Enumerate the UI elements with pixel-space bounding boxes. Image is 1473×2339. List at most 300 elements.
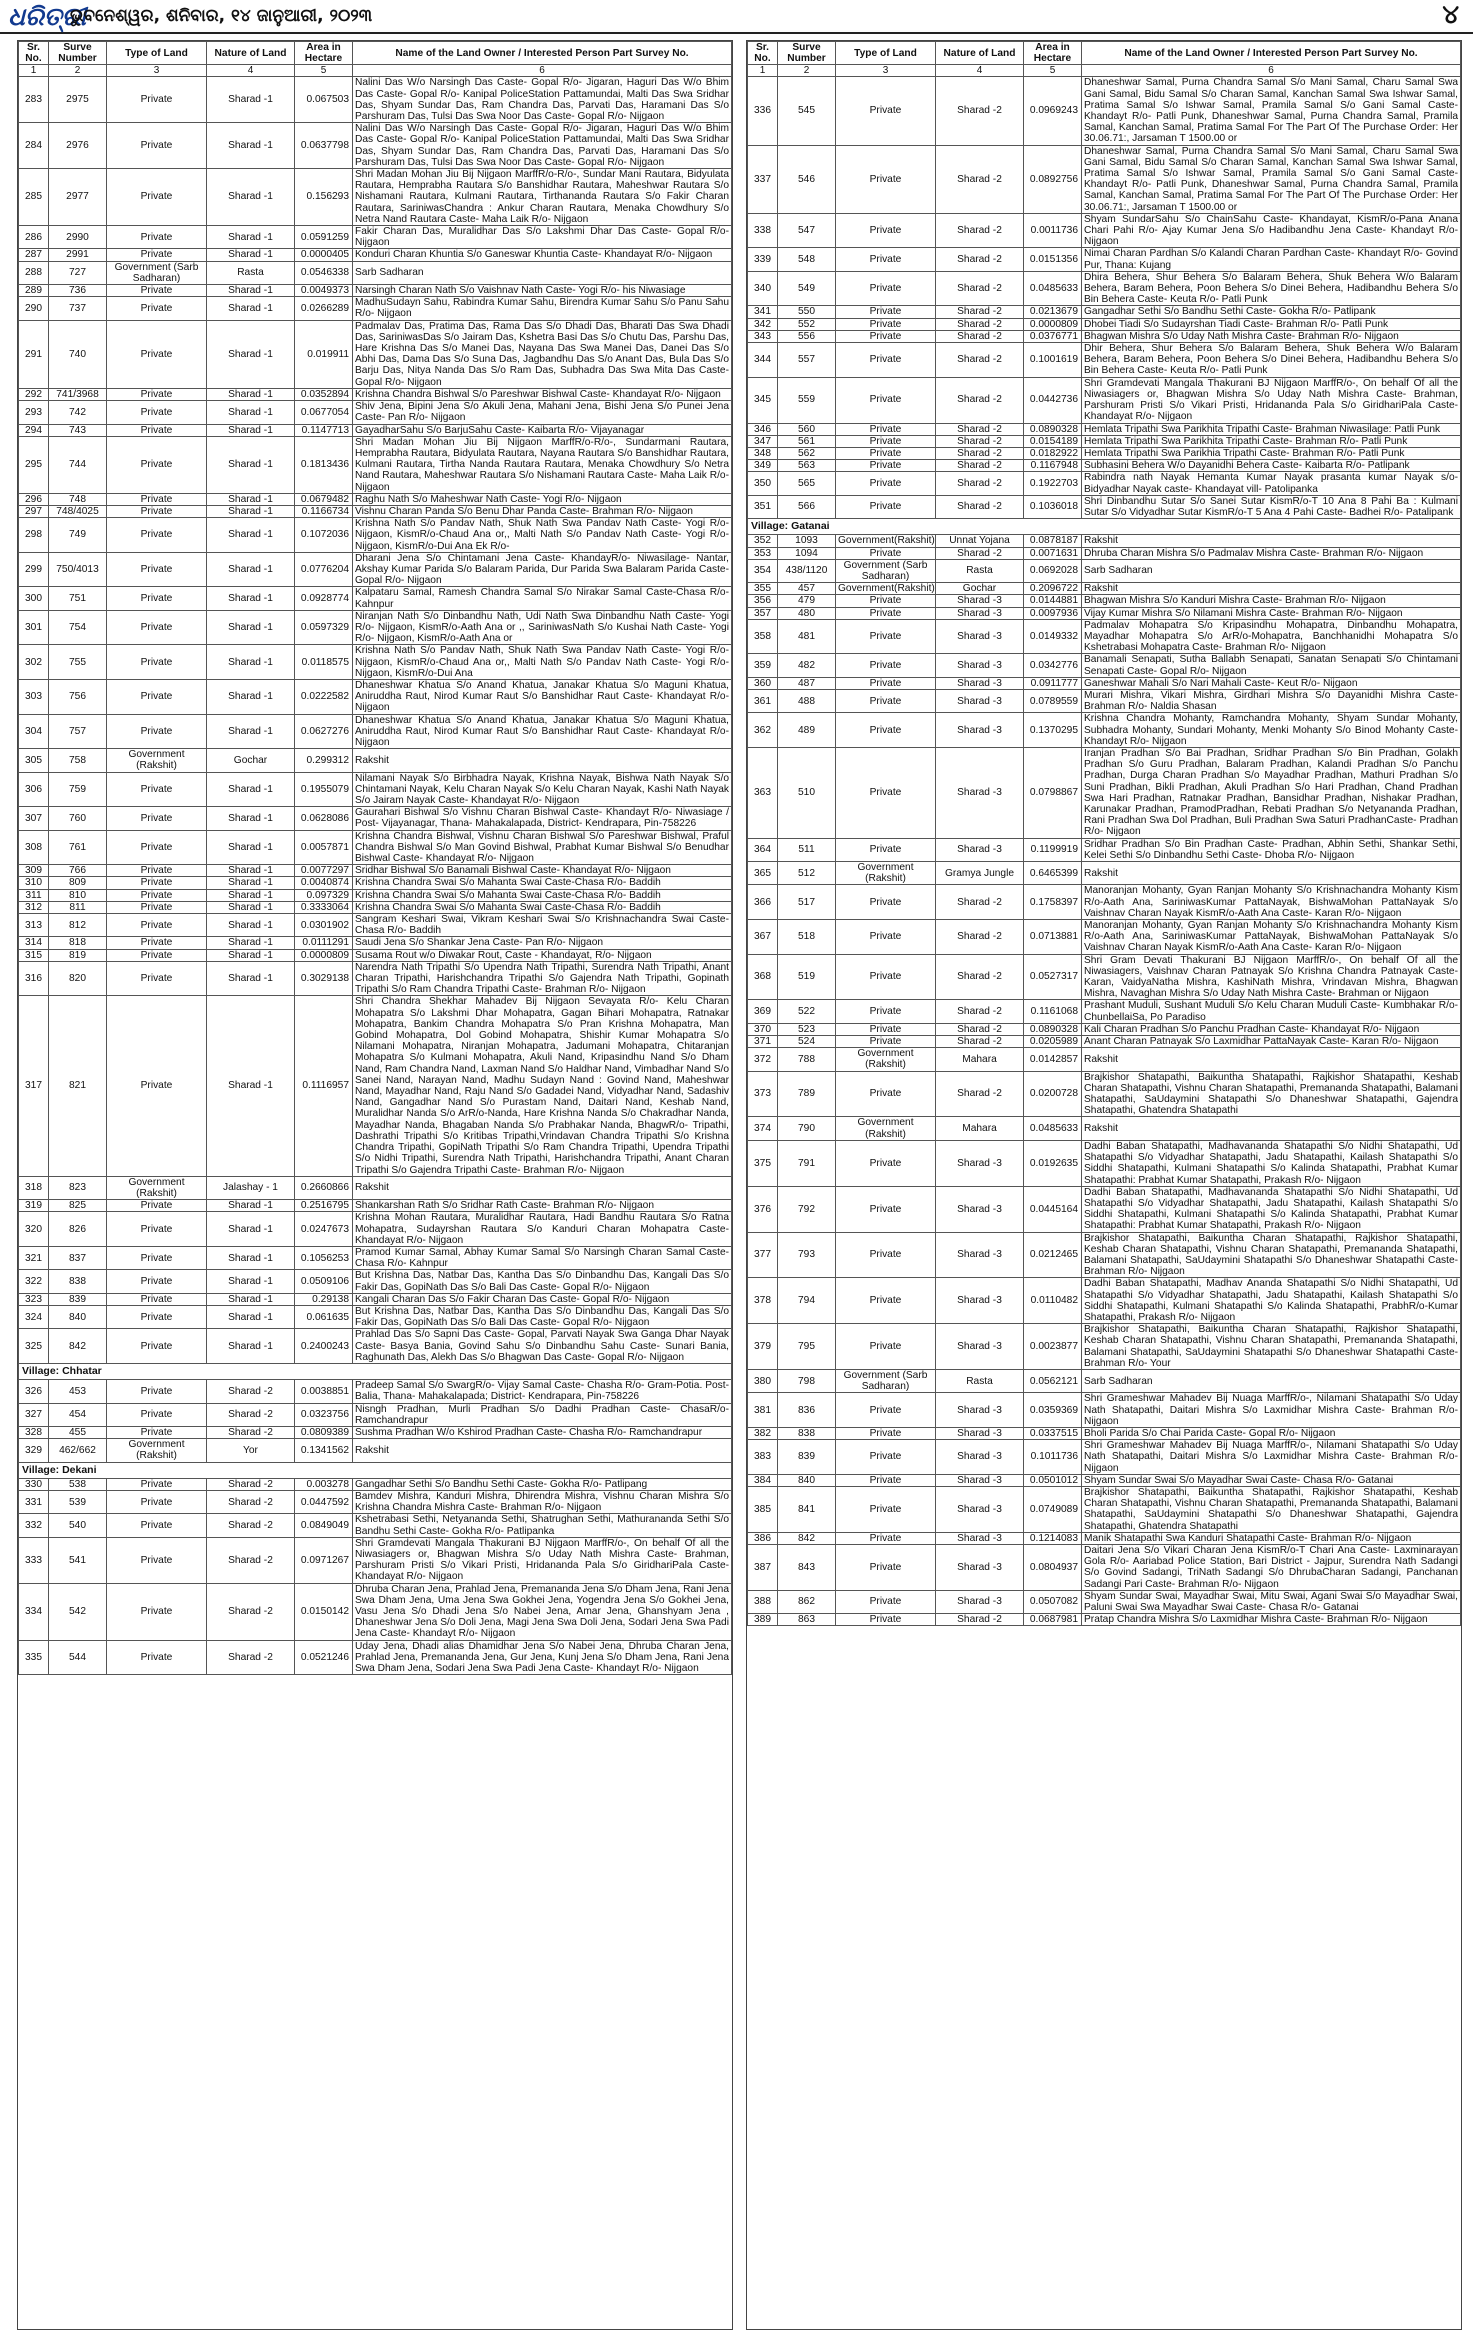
land-type-cell: Private	[107, 226, 207, 249]
area-cell: 0.1116957	[295, 996, 353, 1176]
serial-number-cell: 318	[19, 1176, 49, 1199]
table-row	[19, 77, 732, 123]
survey-number-cell: 2977	[49, 169, 107, 226]
owner-cell: Shri Gram Devati Thakurani BJ Nijgaon MarffR/o-, On behalf Of all the Niwasiagers, Vaishnav Charan Patnayak S/o Krishna Chandra Patnayak Caste- Karan, VaidyaNatha Mishra, KashiNath Mishra, Vrindavan Mishra, Bhagwan Mishra, Navaghan Mishra S/o Uday Nath Mishra Caste- Brahman or Nijgaon	[1082, 954, 1461, 1000]
area-cell: 0.067503	[295, 77, 353, 123]
land-type-cell: Private	[107, 297, 207, 320]
land-type-cell: Private	[836, 1486, 936, 1532]
land-type-cell: Private	[836, 677, 936, 689]
table-row	[19, 169, 732, 226]
serial-number-cell: 343	[748, 330, 778, 342]
survey-number-cell: 522	[778, 1000, 836, 1023]
area-cell: 0.0266289	[295, 297, 353, 320]
area-cell: 0.156293	[295, 169, 353, 226]
area-cell: 0.0182922	[1024, 447, 1082, 459]
land-nature-cell: Jalashay - 1	[207, 1176, 295, 1199]
area-cell: 0.1011736	[1024, 1440, 1082, 1475]
table-row	[748, 885, 1461, 920]
serial-number-cell: 332	[19, 1514, 49, 1537]
serial-number-cell: 356	[748, 595, 778, 607]
survey-number-cell: 512	[778, 862, 836, 885]
owner-cell: Bhagwan Mishra S/o Kanduri Mishra Caste- Brahman R/o- Nijgaon	[1082, 595, 1461, 607]
owner-cell: Dhruba Charan Jena, Prahlad Jena, Premananda Jena S/o Dham Jena, Rani Jena Swa Dham Jena, Uma Jena Swa Gokhei Jena, Yogendra Jena S/o Gokhei Jena, Vasu Jena S/o Dhadi Jena S/o Nabei Jena, Amar Jena, Ghanshyam Jena , Dhaneshwar Jena S/o Doli Jena, Magi Jena Swa Doli Jena, Sodari Jena Swa Padi Jena Caste- Khandayt R/o- Nijgaon	[353, 1583, 732, 1640]
area-cell: 0.0118575	[295, 645, 353, 680]
owner-cell: Dhaneshwar Khatua S/o Anand Khatua, Janakar Khatua S/o Maguni Khatua, Aniruddha Raut, Nirod Kumar Raut S/o Banshidhar Raut Caste- Khandayat R/o- Nijgaon	[353, 714, 732, 749]
owner-cell: Dhaneshwar Samal, Purna Chandra Samal S/o Mani Samal, Charu Samal Swa Gani Samal, Bidu Samal S/o Charan Samal, Kanchan Samal Swa Ishwar Samal, Pratima Samal S/o Ishwar Samal, Pramila Samal S/o Gani Samal Caste- Khandayt R/o- Patli Punk, Dhaneshwar Samal, Purna Chandra Samal, Pramila Samal, Kanchan Samal, Pratima Samal For The Part Of The Purchase Order: Her 30.06.71:, Jarsaman T 1500.00 or	[1082, 77, 1461, 145]
owner-cell: Krishna Nath S/o Pandav Nath, Shuk Nath Swa Pandav Nath Caste- Yogi R/o- Nijgaon, KismR/o-Chaud Ana or,, Malti Nath S/o Pandav Nath Caste- Yogi R/o- Nijgaon, KismR/o-Dui Ana	[353, 645, 732, 680]
owner-cell: Brajkishor Shatapathi, Baikuntha Shatapathi, Rajkishor Shatapathi, Keshab Charan Shatapathi, Vishnu Charan Shatapathi, Premananda Shatapathi, Balamani Shatapathi, SaUdaymini Shatapathi S/o Dhaneshwar Shatapathi, Gajendra Shatapathi, Ghatendra Shatapathi	[1082, 1486, 1461, 1532]
owner-cell: Dhir Behera, Shur Behera S/o Balaram Behera, Shuk Behera W/o Balaram Behera, Baram Behera, Poon Behera S/o Dinei Behera, Hadibandhu Behera S/o Bin Behera Caste- Keuta R/o- Patli Punk	[1082, 343, 1461, 378]
area-cell: 0.0342776	[1024, 654, 1082, 677]
table-row	[748, 271, 1461, 306]
land-nature-cell: Sharad -1	[207, 807, 295, 830]
land-type-cell: Private	[107, 1478, 207, 1490]
table-row	[748, 1393, 1461, 1428]
owner-cell: Sushma Pradhan W/o Kshirod Pradhan Caste- Chasha R/o- Ramchandrapur	[353, 1426, 732, 1438]
table-row	[19, 388, 732, 400]
area-cell: 0.0798867	[1024, 747, 1082, 838]
serial-number-cell: 377	[748, 1232, 778, 1278]
land-table-right	[747, 41, 1461, 1626]
area-cell: 0.0142857	[1024, 1048, 1082, 1071]
survey-number-cell: 2975	[49, 77, 107, 123]
land-nature-cell: Sharad -1	[207, 889, 295, 901]
serial-number-cell: 317	[19, 996, 49, 1176]
land-nature-cell: Sharad -3	[936, 1324, 1024, 1370]
table-row	[748, 213, 1461, 248]
owner-cell: Kali Charan Pradhan S/o Panchu Pradhan Caste- Khandayat R/o- Nijgaon	[1082, 1023, 1461, 1035]
land-type-cell: Private	[836, 1023, 936, 1035]
land-nature-cell: Sharad -1	[207, 388, 295, 400]
area-cell: 0.2400243	[295, 1329, 353, 1364]
land-type-cell: Government (Rakshit)	[836, 862, 936, 885]
land-type-cell: Private	[836, 1427, 936, 1439]
table-row	[748, 306, 1461, 318]
table-row	[748, 535, 1461, 547]
table-row	[748, 377, 1461, 423]
land-type-cell: Private	[836, 607, 936, 619]
land-nature-cell: Sharad -2	[207, 1380, 295, 1403]
serial-number-cell: 384	[748, 1474, 778, 1486]
land-type-cell: Private	[107, 679, 207, 714]
area-cell: 0.1001619	[1024, 343, 1082, 378]
land-type-cell: Private	[836, 271, 936, 306]
serial-number-cell: 379	[748, 1324, 778, 1370]
table-row	[19, 1200, 732, 1212]
table-row	[748, 838, 1461, 861]
area-cell: 0.0040874	[295, 877, 353, 889]
col-number: 5	[1024, 65, 1082, 77]
land-type-cell: Private	[107, 865, 207, 877]
area-cell: 0.0878187	[1024, 535, 1082, 547]
area-cell: 0.097329	[295, 889, 353, 901]
header-owner: Name of the Land Owner / Interested Person Part Survey No.	[353, 42, 732, 65]
table-row	[19, 772, 732, 807]
land-type-cell: Private	[836, 838, 936, 861]
land-type-cell: Private	[107, 552, 207, 587]
area-cell: 0.1167948	[1024, 460, 1082, 472]
owner-cell: Shri Gramdevati Mangala Thakurani BJ Nijgaon MarffR/o-, On behalf Of all the Niwasiagers or, Bhagwan Mishra S/o Uday Nath Mishra Caste- Brahman, Parshuram Pristi S/o Vikari Pristi, Hridananda Pala S/o GiridhariPala Caste- Khandayat R/o- Nijgaon	[1082, 377, 1461, 423]
land-type-cell: Private	[836, 885, 936, 920]
header-survey: Surve Number	[778, 42, 836, 65]
land-nature-cell: Sharad -2	[936, 248, 1024, 271]
owner-cell: Shri Dinbandhu Sutar S/o Sanei Sutar KismR/o-T 10 Ana 8 Pahi Ba : Kulmani Sutar S/o Vidyadhar Sutar KismR/o-T 5 Ana 4 Pahi Caste- Badhei R/o- Patalipank	[1082, 495, 1461, 518]
area-cell: 0.0892756	[1024, 145, 1082, 213]
survey-number-cell: 740	[49, 320, 107, 388]
owner-cell: Krishna Chandra Bishwal S/o Pareshwar Bishwal Caste- Khandayat R/o- Nijgaon	[353, 388, 732, 400]
land-nature-cell: Sharad -2	[936, 145, 1024, 213]
serial-number-cell: 294	[19, 424, 49, 436]
table-row	[19, 610, 732, 645]
table-row	[19, 1329, 732, 1364]
masthead	[0, 0, 1473, 34]
area-cell: 0.1056253	[295, 1246, 353, 1269]
area-cell: 0.1166734	[295, 505, 353, 517]
owner-cell: Rakshit	[353, 749, 732, 772]
serial-number-cell: 389	[748, 1614, 778, 1626]
land-type-cell: Private	[836, 595, 936, 607]
serial-number-cell: 378	[748, 1278, 778, 1324]
survey-number-cell: 479	[778, 595, 836, 607]
survey-number-cell: 1094	[778, 547, 836, 559]
land-nature-cell: Sharad -2	[936, 885, 1024, 920]
area-cell: 0.0507082	[1024, 1590, 1082, 1613]
serial-number-cell: 286	[19, 226, 49, 249]
area-cell: 0.0485633	[1024, 1117, 1082, 1140]
serial-number-cell: 380	[748, 1369, 778, 1392]
land-nature-cell: Sharad -2	[207, 1514, 295, 1537]
area-cell: 0.3333064	[295, 901, 353, 913]
land-nature-cell: Sharad -3	[936, 619, 1024, 654]
owner-cell: Iranjan Pradhan S/o Bai Pradhan, Sridhar Pradhan S/o Bin Pradhan, Golakh Pradhan S/o Guru Pradhan, Balaram Pradhan, Kalandi Pradhan S/o Panchu Pradhan, Durga Charan Pradhan S/o Mayadhar Pradhan, Mathuri Pradhan S/o Suni Pradhan, Bikli Pradhan, Akuli Pradhan S/o Hari Pradhan, Chand Pradhan Swa Hari Pradhan, Ratnakar Pradhan, Bansidhar Pradhan, Nishakar Pradhan, Karunakar Pradhan, PramodPradhan, Rebati Pradhan S/o Netyananda Pradhan, Rani Pradhan Swa Dol Pradhan, Buli Pradhan Swa Saturi PradhanCaste- Pradhan R/o- Nijgaon	[1082, 747, 1461, 838]
land-nature-cell: Sharad -1	[207, 645, 295, 680]
land-nature-cell: Sharad -1	[207, 436, 295, 493]
table-row	[19, 996, 732, 1176]
area-cell: 0.0097936	[1024, 607, 1082, 619]
area-cell: 0.0000405	[295, 249, 353, 261]
table-row	[19, 424, 732, 436]
serial-number-cell: 307	[19, 807, 49, 830]
village-heading: Village: Dekani	[19, 1462, 732, 1478]
table-row	[19, 679, 732, 714]
table-row	[19, 749, 732, 772]
table-row	[19, 901, 732, 913]
survey-number-cell: 455	[49, 1426, 107, 1438]
area-cell: 0.0376771	[1024, 330, 1082, 342]
area-cell: 0.0713881	[1024, 920, 1082, 955]
serial-number-cell: 357	[748, 607, 778, 619]
owner-cell: Hemlata Tripathi Swa Parikhita Tripathi Caste- Brahman R/o- Patli Punk	[1082, 435, 1461, 447]
survey-number-cell: 556	[778, 330, 836, 342]
land-type-cell: Private	[107, 807, 207, 830]
serial-number-cell: 312	[19, 901, 49, 913]
table-row	[748, 423, 1461, 435]
land-nature-cell: Sharad -3	[936, 1393, 1024, 1428]
header-sr: Sr. No.	[19, 42, 49, 65]
area-cell: 0.0071631	[1024, 547, 1082, 559]
land-nature-cell: Sharad -2	[936, 460, 1024, 472]
land-nature-cell: Sharad -2	[207, 1490, 295, 1513]
col-number: 5	[295, 65, 353, 77]
land-nature-cell: Sharad -1	[207, 1200, 295, 1212]
land-type-cell: Private	[836, 1590, 936, 1613]
survey-number-cell: 809	[49, 877, 107, 889]
land-nature-cell: Sharad -2	[936, 306, 1024, 318]
table-row	[19, 1380, 732, 1403]
land-nature-cell: Sharad -1	[207, 1305, 295, 1328]
land-nature-cell: Sharad -2	[936, 1071, 1024, 1117]
table-row	[19, 1537, 732, 1583]
survey-number-cell: 842	[49, 1329, 107, 1364]
serial-number-cell: 298	[19, 518, 49, 553]
village-heading-row	[19, 1363, 732, 1379]
serial-number-cell: 345	[748, 377, 778, 423]
owner-cell: Dhruba Charan Mishra S/o Padmalav Mishra Caste- Brahman R/o- Nijgaon	[1082, 547, 1461, 559]
area-cell: 0.0849049	[295, 1514, 353, 1537]
area-cell: 0.0971267	[295, 1537, 353, 1583]
serial-number-cell: 300	[19, 587, 49, 610]
serial-number-cell: 303	[19, 679, 49, 714]
land-type-cell: Private	[836, 1545, 936, 1591]
land-type-cell: Private	[107, 1293, 207, 1305]
area-cell: 0.1214083	[1024, 1532, 1082, 1544]
table-row	[748, 460, 1461, 472]
table-row	[748, 1186, 1461, 1232]
survey-number-cell: 743	[49, 424, 107, 436]
survey-number-cell: 839	[49, 1293, 107, 1305]
owner-cell: Murari Mishra, Vikari Mishra, Girdhari Mishra S/o Dayanidhi Mishra Caste- Brahman R/o- Naldia Shasan	[1082, 689, 1461, 712]
land-nature-cell: Sharad -1	[207, 1246, 295, 1269]
area-cell: 0.0337515	[1024, 1427, 1082, 1439]
table-row	[19, 401, 732, 424]
area-cell: 0.29138	[295, 1293, 353, 1305]
survey-number-cell: 560	[778, 423, 836, 435]
land-nature-cell: Sharad -2	[936, 435, 1024, 447]
survey-number-cell: 565	[778, 472, 836, 495]
survey-number-cell: 489	[778, 713, 836, 748]
serial-number-cell: 283	[19, 77, 49, 123]
owner-cell: Daitari Jena S/o Vikari Charan Jena KismR/o-T Chari Ana Caste- Laxminarayan Gola R/o- Aariabad Police Station, Bari District - Jajpur, Surendra Nath Sadangi S/o Govind Sadangi, TriNath Sadangi S/o DhrubaCharan Sadangi, Panchanan Sadangi Pari Caste- Brahman R/o- Nijgaon	[1082, 1545, 1461, 1591]
owner-cell: Sarb Sadharan	[1082, 1369, 1461, 1392]
land-type-cell: Private	[107, 1583, 207, 1640]
table-row	[19, 865, 732, 877]
serial-number-cell: 370	[748, 1023, 778, 1035]
survey-number-cell: 727	[49, 261, 107, 284]
newspaper-logo: ଧରିତ୍ରୀ	[8, 2, 87, 31]
serial-number-cell: 322	[19, 1270, 49, 1293]
table-row	[19, 1426, 732, 1438]
table-row	[748, 1474, 1461, 1486]
survey-number-cell: 757	[49, 714, 107, 749]
owner-cell: Sangram Keshari Swai, Vikram Keshari Swai S/o Krishnachandra Swai Caste- Chasa R/o- Baddih	[353, 914, 732, 937]
table-row	[19, 1293, 732, 1305]
survey-number-cell: 810	[49, 889, 107, 901]
land-nature-cell: Sharad -3	[936, 607, 1024, 619]
table-row	[748, 330, 1461, 342]
owner-cell: Rakshit	[353, 1176, 732, 1199]
owner-cell: Gaurahari Bishwal S/o Vishnu Charan Bishwal Caste- Khandayt R/o- Niwasiage / Post- Vijayanagar, Thana- Mahakalapada, District- Kendrapara, Pin-758226	[353, 807, 732, 830]
survey-number-cell: 561	[778, 435, 836, 447]
owner-cell: Sarb Sadharan	[1082, 559, 1461, 582]
survey-number-cell: 838	[49, 1270, 107, 1293]
land-type-cell: Private	[836, 145, 936, 213]
serial-number-cell: 287	[19, 249, 49, 261]
table-row	[19, 889, 732, 901]
owner-cell: Sridhar Bishwal S/o Banamali Bishwal Caste- Khandayat R/o- Nijgaon	[353, 865, 732, 877]
area-cell: 0.0789559	[1024, 689, 1082, 712]
land-nature-cell: Sharad -2	[936, 495, 1024, 518]
land-nature-cell: Sharad -1	[207, 587, 295, 610]
owner-cell: Ganeshwar Mahali S/o Nari Mahali Caste- Keut R/o- Nijgaon	[1082, 677, 1461, 689]
area-cell: 0.0677054	[295, 401, 353, 424]
land-nature-cell: Sharad -3	[936, 1532, 1024, 1544]
survey-number-cell: 482	[778, 654, 836, 677]
survey-number-cell: 541	[49, 1537, 107, 1583]
owner-cell: Bhagwan Mishra S/o Uday Nath Mishra Caste- Brahman R/o- Nijgaon	[1082, 330, 1461, 342]
owner-cell: Krishna Chandra Bishwal, Vishnu Charan Bishwal S/o Pareshwar Bishwal, Praful Chandra Bishwal S/o Man Govind Bishwal, Prabhat Kumar Bishwal S/o Benudhar Bishwal Caste- Khandayat R/o- Nijgaon	[353, 830, 732, 865]
survey-number-cell: 750/4013	[49, 552, 107, 587]
serial-number-cell: 289	[19, 285, 49, 297]
land-type-cell: Private	[107, 249, 207, 261]
land-type-cell: Private	[107, 505, 207, 517]
survey-number-cell: 2976	[49, 123, 107, 169]
table-row	[19, 877, 732, 889]
table-row	[748, 447, 1461, 459]
area-cell: 0.0687981	[1024, 1614, 1082, 1626]
area-cell: 0.1370295	[1024, 713, 1082, 748]
serial-number-cell: 284	[19, 123, 49, 169]
serial-number-cell: 383	[748, 1440, 778, 1475]
serial-number-cell: 351	[748, 495, 778, 518]
survey-number-cell: 517	[778, 885, 836, 920]
table-row	[19, 1478, 732, 1490]
owner-cell: Dhaneshwar Khatua S/o Anand Khatua, Janakar Khatua S/o Maguni Khatua, Aniruddha Raut, Nirod Kumar Raut S/o Banshidhar Raut Caste- Khandayat R/o- Nijgaon	[353, 679, 732, 714]
table-row	[19, 645, 732, 680]
land-nature-cell: Sharad -2	[936, 343, 1024, 378]
table-row	[19, 285, 732, 297]
table-row	[748, 1232, 1461, 1278]
land-nature-cell: Sharad -3	[936, 1232, 1024, 1278]
land-nature-cell: Sharad -3	[936, 1140, 1024, 1186]
table-row	[19, 249, 732, 261]
area-cell: 0.0627276	[295, 714, 353, 749]
header-nature: Nature of Land	[936, 42, 1024, 65]
survey-number-cell: 837	[49, 1246, 107, 1269]
serial-number-cell: 302	[19, 645, 49, 680]
owner-cell: Padmalav Mohapatra S/o Kripasindhu Mohapatra, Dinbandhu Mohapatra, Mayadhar Mohapatra S/o ArR/o-Mohapatra, Banchhanidhi Mohapatra S/o Kshetrabasi Mohapatra Caste- Brahman R/o- Nijgaon	[1082, 619, 1461, 654]
survey-number-cell: 748	[49, 493, 107, 505]
area-cell: 0.1758397	[1024, 885, 1082, 920]
land-type-cell: Private	[836, 447, 936, 459]
land-nature-cell: Sharad -2	[936, 472, 1024, 495]
survey-number-cell: 1093	[778, 535, 836, 547]
land-type-cell: Private	[836, 495, 936, 518]
survey-number-cell: 481	[778, 619, 836, 654]
serial-number-cell: 344	[748, 343, 778, 378]
serial-number-cell: 372	[748, 1048, 778, 1071]
land-nature-cell: Sharad -1	[207, 901, 295, 913]
land-nature-cell: Sharad -2	[936, 423, 1024, 435]
area-cell: 0.0213679	[1024, 306, 1082, 318]
table-row	[748, 654, 1461, 677]
owner-cell: MadhuSudayn Sahu, Rabindra Kumar Sahu, Birendra Kumar Sahu S/o Panu Sahu R/o- Nijgaon	[353, 297, 732, 320]
land-nature-cell: Sharad -1	[207, 830, 295, 865]
land-nature-cell: Sharad -1	[207, 285, 295, 297]
land-nature-cell: Sharad -3	[936, 1474, 1024, 1486]
area-cell: 0.0501012	[1024, 1474, 1082, 1486]
serial-number-cell: 388	[748, 1590, 778, 1613]
land-type-cell: Private	[836, 1186, 936, 1232]
table-row	[748, 1369, 1461, 1392]
owner-cell: Raghu Nath S/o Maheshwar Nath Caste- Yogi R/o- Nijgaon	[353, 493, 732, 505]
survey-number-cell: 840	[778, 1474, 836, 1486]
survey-number-cell: 794	[778, 1278, 836, 1324]
survey-number-cell: 562	[778, 447, 836, 459]
col-number: 2	[778, 65, 836, 77]
land-nature-cell: Sharad -1	[207, 505, 295, 517]
land-nature-cell: Sharad -1	[207, 123, 295, 169]
area-cell: 0.3029138	[295, 961, 353, 996]
survey-number-cell: 758	[49, 749, 107, 772]
area-cell: 0.0323756	[295, 1403, 353, 1426]
owner-cell: Krishna Mohan Rautara, Muralidhar Rautara, Hadi Bandhu Rautara S/o Ratna Mohapatra, Sudayrshan Rautara S/o Kanduri Charan Mohapatra Caste- Khandayat R/o- Nijgaon	[353, 1212, 732, 1247]
land-nature-cell: Unnat Yojana	[936, 535, 1024, 547]
serial-number-cell: 368	[748, 954, 778, 1000]
land-nature-cell: Sharad -2	[936, 318, 1024, 330]
area-cell: 0.0154189	[1024, 435, 1082, 447]
area-cell: 0.0911777	[1024, 677, 1082, 689]
land-type-cell: Private	[836, 330, 936, 342]
land-nature-cell: Sharad -1	[207, 1212, 295, 1247]
survey-number-cell: 793	[778, 1232, 836, 1278]
table-row	[748, 1486, 1461, 1532]
land-nature-cell: Sharad -1	[207, 1329, 295, 1364]
land-type-cell: Private	[836, 472, 936, 495]
area-cell: 0.0509106	[295, 1270, 353, 1293]
area-cell: 0.1341562	[295, 1439, 353, 1462]
land-type-cell: Private	[836, 619, 936, 654]
col-number: 4	[207, 65, 295, 77]
serial-number-cell: 371	[748, 1036, 778, 1048]
area-cell: 0.0057871	[295, 830, 353, 865]
area-cell: 0.0597329	[295, 610, 353, 645]
area-cell: 0.0442736	[1024, 377, 1082, 423]
land-type-cell: Private	[107, 1537, 207, 1583]
area-cell: 0.0212465	[1024, 1232, 1082, 1278]
serial-number-cell: 285	[19, 169, 49, 226]
survey-number-cell: 438/1120	[778, 559, 836, 582]
serial-number-cell: 306	[19, 772, 49, 807]
owner-cell: Bholi Parida S/o Chai Parida Caste- Gopal R/o- Nijgaon	[1082, 1427, 1461, 1439]
land-type-cell: Private	[836, 954, 936, 1000]
land-nature-cell: Rasta	[207, 261, 295, 284]
land-nature-cell: Sharad -1	[207, 1270, 295, 1293]
owner-cell: Prashant Muduli, Sushant Muduli S/o Kelu Charan Muduli Caste- Kumbhakar R/o- ChunbellaiSa, Po Paradiso	[1082, 1000, 1461, 1023]
land-type-cell: Private	[107, 949, 207, 961]
serial-number-cell: 311	[19, 889, 49, 901]
land-type-cell: Private	[836, 423, 936, 435]
land-nature-cell: Sharad -2	[207, 1478, 295, 1490]
land-type-cell: Private	[107, 889, 207, 901]
serial-number-cell: 305	[19, 749, 49, 772]
owner-cell: Pramod Kumar Samal, Abhay Kumar Samal S/o Narsingh Charan Samal Caste-Chasa R/o- Kahnpur	[353, 1246, 732, 1269]
table-row	[19, 1490, 732, 1513]
serial-number-cell: 334	[19, 1583, 49, 1640]
area-cell: 0.0928774	[295, 587, 353, 610]
serial-number-cell: 331	[19, 1490, 49, 1513]
survey-number-cell: 760	[49, 807, 107, 830]
survey-number-cell: 557	[778, 343, 836, 378]
